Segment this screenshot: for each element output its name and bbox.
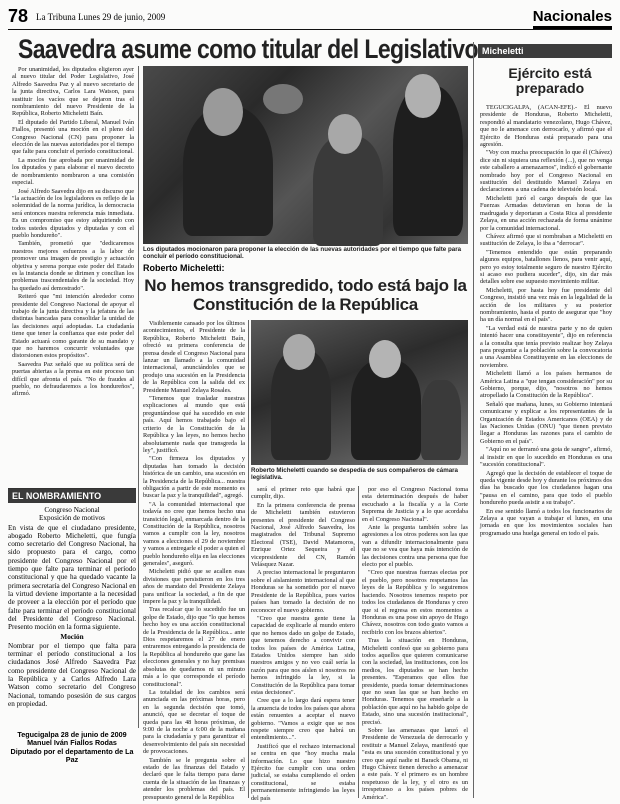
micheletti-photo (251, 320, 468, 465)
second-paragraph: "Con firmeza los diputados y diputadas han tomado la decisión histórica de un cambio, una sucesión en la Presidencia de la República... nuestra obligación a partir de este momento es buscar la paz y la tranquilidad", agregó. (143, 455, 245, 500)
second-paragraph: "A la comunidad internacional que todavía no cree que hemos hecho una transición legal, enmarcada dentro de la Constitución de la República, nosotros vamos a cumplir con la ley, nosotros vamos a elecciones el 29 de noviembre y vamos a entregarle el poder a quien el pueblo hondureño elija en las elecciones generales", aseguró. (143, 500, 245, 567)
main-paragraph: Reiteró que "mi intención alrededor como presidente del Congreso Nacional de apoyar el trabajo de la junta directiva y la jefatura de las distintas bancadas para consolidar la unidad de las decisiones aquí adoptadas. La ciudadanía tiene que tener la confianza que este poder del Estado actuará como garante de su mandato y que no haremos concurrir voluntades que distorsionen estos propósitos". (12, 293, 134, 360)
dateline: La Tribuna Lunes 29 de junio, 2009 (36, 12, 166, 22)
sidebar-column (480, 104, 612, 798)
nombramiento-sub: Exposición de motivos (39, 514, 105, 523)
nombramiento-text: En vista de que el ciudadano presidente, abogado Roberto Micheletti, que fungía como secretario del Congreso Nacional, ha sido propuesto para el cargo, como presidente del Congreso Nacional por el tiempo que falte para terminar el período constitucional y que ha quedado vacante la primera secretaría del Congreso Nacional en la virtud deviene importante a la necesidad de proveer a la elección por el período que falte para terminar el período constitucional del Presidente del Congreso Nacional. Presento moción en la forma siguiente. (8, 523, 136, 632)
column-rule (473, 42, 474, 798)
nombramiento-title: EL NOMBRAMIENTO (8, 489, 136, 503)
sidebar-paragraph: "Tenemos entendido que están preparando algunos equipos, batallones llenos, para venir aquí, pero yo estoy totalmente seguro de nuestro Ejército si acaso eso pudiera suceder", dijo, sin dar más detalles sobre ese supuesto movimiento militar. (480, 248, 612, 286)
second-paragraph: "Tenemos que trasladar nuestras explicaciones al mundo que está preguntándose qué ha sucedido en este país. Aquí hemos trabajado bajo el criterio de la Constitución de la República y las leyes, no hemos hecho absolutamente nada que transgreda la ley", justificó. (143, 395, 245, 454)
second-paragraph: Visiblemente cansado por los últimos acontecimientos, el Presidente de la República, Roberto Micheletti Baín, ofreció su primera conferencia de prensa desde el Congreso Nacional para lanzar un llamado a la comunidad internacional, anunciándoles que se produjo una sucesión en la Presidencia de la República con la salida del ex Presidente Manuel Zelaya Rosales. (143, 320, 245, 394)
sidebar-kicker: Micheletti (478, 44, 612, 58)
main-paragraph: También, prometió que "dedicaremos nuestros mejores esfuerzos a la labor de promover una imagen de prestigio y actuación objetiva y serena porque este poder del Estado es la instancia donde se dirimen y concilian los problemas trascendentales de la sociedad. Hoy ha quedado así demostrado". (12, 240, 134, 292)
sidebar-paragraph: TEGUCIGALPA, (ACAN-EFE).- El nuevo presidente de Honduras, Roberto Micheletti, respondió al mandatario venezolano, Hugo Chávez, que no le amenace con derrocarlo, y afirmó que el Ejército de Honduras está preparado para una agresión. (480, 104, 612, 149)
main-paragraph: Saavedra Paz señaló que su política será de puertas abiertas a la prensa en este proceso tan difícil que afronta el país. "No de fraudes al pueblo, no defraudaremos a los hondureños", afirmó. (12, 360, 134, 398)
sidebar-paragraph: Micheletti, por hasta hoy fue presidente del Congreso, insistió una vez más en la legalidad de la acción de los militares y su posterior nombramiento, hasta el punto de asegurar que "hoy ha un día normal en el país". (480, 286, 612, 324)
sidebar-paragraph: Micheletti llamó a los países hermanos de América Latina a "que tengan consideración" por su Gobierno, porque, dijo, "nosotros no hemos atropellado la Constitución de la República". (480, 370, 612, 400)
photo-caption: Los diputados mocionaron para proponer la elección de las nuevas autoridades por el tiempo que falte para concluir el período constitucional. (143, 246, 462, 261)
page-number: 78 (8, 6, 29, 26)
second-article-column-1 (143, 320, 245, 801)
nombramiento-signature (8, 731, 136, 797)
main-paragraph: El diputado del Partido Liberal, Manuel Iván Fiallos, presentó una moción en el pleno del Congreso Nacional (CN) para proponer la elección de las nuevas autoridades por el tiempo que falte para concluir el período constitucional. (12, 118, 134, 156)
second-paragraph: También se le pregunta sobre el estado de las finanzas del Estado y declaró que le falta tiempo para darse cuenta de la situación de las finanzas y atender los problemas del país. El presupuesto general de la República (143, 756, 245, 801)
nombramiento-org: Congreso Nacional (44, 506, 100, 514)
second-paragraph: La totalidad de los cambios será anunciada en las próximas horas, pero en la segunda decisión que tomó, anunció, que se decretar el toque de queda para las 48 horas próximas, de 9:00 de la noche a 6:00 de la mañana para la ciudadanía y para garantizar el desenvolvimiento del país sin necesidad de provocaciones. (143, 688, 245, 756)
sidebar-paragraph: "Voy con mucha preocupación lo que él (Chávez) dice sin ni siquiera una reflexión (...), que no venga este caballero a amenazarnos", indicó el gobernante nombrado hoy por el Congreso Nacional en sustitución del destituido Manuel Zelaya en declaraciones a una cadena de televisión local. (480, 149, 612, 194)
second-paragraph: En la primera conferencia de prensa de Micheletti también estuvieron presentes el presidente del Congreso Nacional, José Alfredo Saavedra, los magistrados del Tribunal Supremo Electoral (TSE), David Matamoros, Enrique Ortez Sequeira y el vicepresidente del CN, Ramón Velásquez Nazar. (251, 501, 355, 569)
column-rule (358, 486, 359, 798)
nombramiento-box (8, 488, 136, 728)
column-rule (248, 320, 249, 798)
second-paragraph: Justificó que el rechazo internacional se centra en que "hoy mucha mala información. Lo que hizo nuestro Ejército fue cumplir con una orden judicial, se estaba cumpliendo el orden constitucional, se estaba permanentemente infringiendo las leyes del país (251, 742, 355, 802)
signature-role: Diputado por el departamento de La Paz (10, 746, 134, 765)
sidebar-headline: Ejército está preparado (508, 65, 592, 96)
column-rule (138, 66, 139, 728)
main-article-column (12, 66, 134, 484)
main-headline: Saavedra asume como titular del Legislativo (18, 34, 478, 64)
sidebar-paragraph: Chávez afirmó que si nombraban a Micheletti en sustitución de Zelaya, lo iba a "derrocar". (480, 232, 612, 248)
second-paragraph: será el primer reto que habrá que cumplir, dijo. (251, 486, 355, 501)
second-paragraph: por eso el Congreso Nacional toma esta determinación después de haber escuchado a la fiscalía y a la Corte Suprema de Justicia y a lo que acordaba en el Congreso Nacional". (362, 486, 468, 523)
second-paragraph: "Creo que nuestra gente tiene la capacidad de explicarle al mundo entero que no hemos dado un golpe de Estado, que tenemos derecho a convivir con todos los países de América Latina, Estados Unidos siempre han sido nuestros amigos y no veo cuál sería la razón para que nos aíslen si nosotros no hemos infringido la ley, si la Constitución de la República para tomar estas decisiones". (251, 614, 355, 696)
mocion-label: Moción (60, 633, 84, 642)
section-name: Nacionales (533, 8, 612, 29)
second-article-column-2 (251, 486, 355, 802)
sidebar-paragraph: Agregó que la decisión de establecer el toque de queda vigente desde hoy y durante los próximos dos días ha buscado que los ciudadanos hagan una "pausa en el camino, para que todo el pueblo hondureño pueda asistir a su trabajo". (480, 469, 612, 507)
micheletti-photo-caption: Roberto Micheletti cuando se despedía de sus compañeros de cámara legislativa. (251, 467, 459, 482)
main-paragraph: La moción fue aprobada por unanimidad de los diputados y para elaborar el nuevo decreto de nombramiento nombraron a una comisión especial. (12, 156, 134, 187)
second-paragraph: Sobre las amenazas que lanzó el Presidente de Venezuela de derrocarlo y restituir a Manuel Zelaya, manifestó que "esta es una sucesión constitucional y yo creo que aquí nadie ni Barack Obama, ni Hugo Chávez tienen derecho a amenazar a este país. Y el primero es un hombre respetuoso de la ley, y el otro es un irrespetuoso a los países pobres de América". (362, 727, 468, 801)
second-paragraph: Micheletti pidió que se acallen esas divisiones que persistieron en los tres años de mandato del Presidente Zelaya para unificar la sociedad, a fin de que impere la paz y la tranquilidad. (143, 568, 245, 606)
sidebar-paragraph: "Aquí no se derramó una gota de sangre", afirmó, al insistir en que lo sucedido en Honduras es una "sucesión constitucional". (480, 446, 612, 469)
page-header (8, 4, 612, 30)
second-article-column-3 (362, 486, 468, 801)
second-paragraph: Tras la situación en Honduras, Micheletti confesó que su gobierno para todos aquellos que quieren comunicarse con la sociedad, las instituciones, con los medios, los diputados se han hecho presentes. "Esperamos que ellos fue presidente, pueda tomar determinaciones que no sean las que se han hecho en Honduras. Tenemos que enseñarle a la población que aquí no ha habido golpe de Estado, sino una sucesión institucional", precisó. (362, 637, 468, 726)
mocion-text: Nombrar por el tiempo que falta para terminar el período constitucional a los ciudadanos José Alfredo Saavedra Paz como presidente del Congreso Nacional de la República y a Carlos Alfredo Lara Watson como secretario del Congreso Nacional, tomando posesión de sus cargos en propiedad. (8, 641, 136, 708)
second-paragraph: Tras recalcar que lo sucedido fue un golpe de Estado, dijo que "lo que hemos hecho hoy es una acción constitucional de la Presidencia de la República... ante Dios respetaremos el 27 de enero entraremos entregando la presidencia de la República al hondureño que gane las elecciones generales y no hay premisas absolutas de quedarnos ni un minuto más a lo que corresponde el período constitucional". (143, 606, 245, 688)
sidebar-paragraph: Micheletti juró el cargo después de que las Fuerzas Armadas detuvieran en horas de la madrugada y deportaran a Costa Rica al presidente Zelaya, en una acción rechazada de forma unánime por la comunidad internacional. (480, 194, 612, 232)
second-paragraph: A preciso internacional le preguntaron sobre el aislamiento internacional al que Honduras se ha sometido por el nuevo Presidente de la República, pues varios países han tomado la decisión de no reconocer el nuevo gobierno. (251, 569, 355, 614)
parliament-photo (143, 66, 468, 244)
sidebar-paragraph: Señaló que mañana, lunes, su Gobierno intentará comunicarse y explicar a los representantes de la Organización de Estados Americanos (OEA) y de las Naciones Unidas (ONU) "que tienen previsto llegar a Honduras las razones para el cambio de Gobierno en el país". (480, 400, 612, 445)
second-kicker: Roberto Micheletti: (143, 263, 225, 273)
main-paragraph: Por unanimidad, los diputados eligieron ayer al nuevo titular del Poder Legislativo, José Alfredo Saavedra Paz y al nuevo secretario de la junta directiva, Carlos Lara Watson, para sustituir los vacíos que se dejaron tras el nombramiento del nuevo Presidente de la República, Roberto Micheletti Baín. (12, 66, 134, 118)
signature-place: Tegucigalpa 28 de junio de 2009 (17, 730, 127, 739)
signature-name: Manuel Iván Fiallos Rodas (27, 738, 117, 748)
second-headline: No hemos transgredido, todo está bajo la Constitución de la República (144, 276, 467, 314)
sidebar-paragraph: "La verdad está de nuestra parte y no de quien intentó hacer una constituyente", dijo en referencia a la consulta que tenía previsto realizar hoy Zelaya para preguntar a la población sobre la convocatoria a una Asamblea Constituyente en las elecciones de noviembre. (480, 324, 612, 369)
second-paragraph: "Creo que nuestras fuerzas electas por el pueblo, pero nosotros respetamos las leyes de la República y lo seguiremos haciendo. Nosotros tenemos respeto por todos los ciudadanos de Honduras y creo que si el regresa en estos momentos a Honduras es una pose sin apoyo de Hugo Chávez, nosotros con todo gusto vamos a recibirlo con los brazos abiertos". (362, 569, 468, 636)
second-paragraph: Ante la pregunta también sobre las agresiones a los otros poderes son las que van a difundir internacionalmente para que no se vea que haya más intención de las decisiones contra una persona que fue electo por el pueblo. (362, 524, 468, 569)
second-paragraph: Cree que a lo largo dará espera tener la anuencia de todos los países que ahora están renuentes a aceptar el nuevo gobierno. "Vamos a exigir que se nos respete siempre creo que habrá un entendimiento...". (251, 697, 355, 742)
sidebar-paragraph: En ese sentido llamó a todos los funcionarios de Zelaya a que vayan a trabajar el lunes, en una jornada en que los movimientos sociales han programado una huelga general en todo el país. (480, 507, 612, 537)
main-paragraph: José Alfredo Saavedra dijo en su discurso que "la actuación de los legisladores es reflejo de la solemnidad de la norma jurídica, la democracia será entonces nuestra referencia más inmediata. Es un compromiso que estoy adquiriendo con todos ustedes diputados y diputadas y con el pueblo hondureño". (12, 187, 134, 239)
sidebar-kicker-wrap (478, 44, 612, 62)
